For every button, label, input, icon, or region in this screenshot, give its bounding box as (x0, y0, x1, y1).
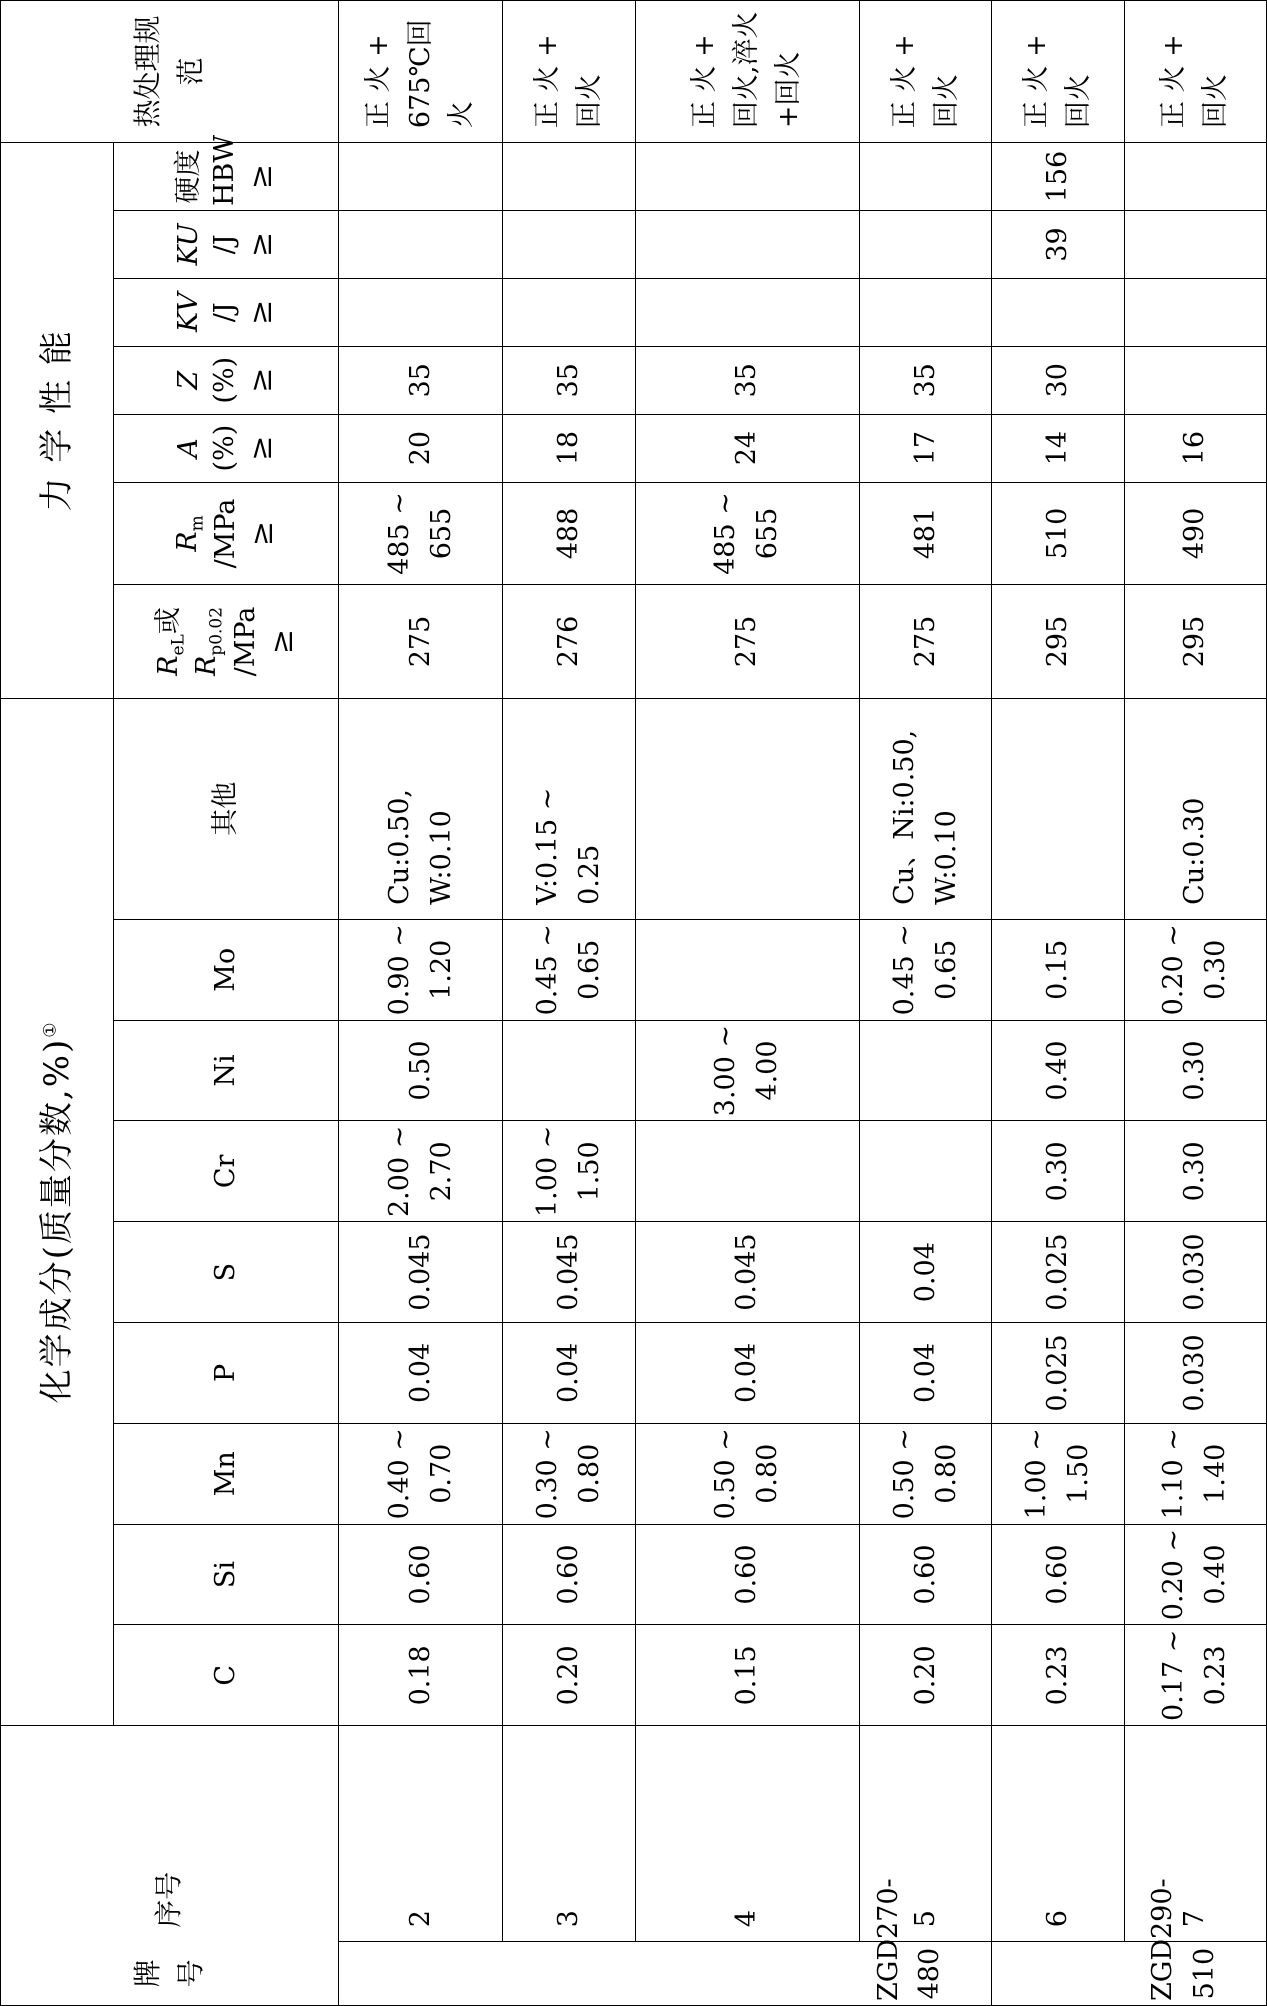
col-ni: Ni (114, 1020, 338, 1121)
cell-si: 0.60 (992, 1524, 1124, 1625)
heat-header: 热处理规范 (1, 1, 339, 143)
cell-ku (635, 211, 859, 279)
cell-c: 0.18 (338, 1625, 503, 1726)
col-mn: Mn (114, 1423, 338, 1524)
cell-s: 0.030 (1124, 1222, 1266, 1323)
cell-c: 0.20 (503, 1625, 635, 1726)
col-ku: KU /J ≥ (114, 211, 338, 279)
seq-cell: 7 (1124, 1726, 1266, 1942)
cell-p: 0.04 (338, 1323, 503, 1424)
cell-si: 0.60 (859, 1524, 991, 1625)
cell-z (1124, 346, 1266, 414)
cell-c: 0.17 ~ 0.23 (1124, 1625, 1266, 1726)
cell-kv (338, 278, 503, 346)
cell-hbw (503, 143, 635, 211)
cell-c: 0.23 (992, 1625, 1124, 1726)
cell-rm: 510 (992, 482, 1124, 585)
cell-p: 0.025 (992, 1323, 1124, 1424)
cell-kv (992, 278, 1124, 346)
cell-ku (859, 211, 991, 279)
grade-cell: ZGD290-510 (992, 1942, 1267, 2006)
table-row (1124, 1, 1266, 2006)
col-s: S (114, 1222, 338, 1323)
cell-other: Cu、Ni:0.50, W:0.10 (859, 698, 991, 919)
cell-si: 0.20 ~ 0.40 (1124, 1524, 1266, 1625)
cell-mn: 0.50 ~ 0.80 (859, 1423, 991, 1524)
cell-si: 0.60 (503, 1524, 635, 1625)
cell-hbw (859, 143, 991, 211)
col-a: A (%) ≥ (114, 414, 338, 482)
cell-rm: 485 ~ 655 (338, 482, 503, 585)
cell-mn: 1.00 ~ 1.50 (992, 1423, 1124, 1524)
cell-rel: 275 (859, 585, 991, 698)
cell-p: 0.04 (635, 1323, 859, 1424)
cell-mo: 0.45 ~ 0.65 (859, 919, 991, 1020)
cell-z: 35 (635, 346, 859, 414)
cell-cr: 0.30 (992, 1121, 1124, 1222)
table-row (635, 1, 859, 2006)
grade-header: 牌 号 (1, 1942, 339, 2006)
cell-s: 0.045 (635, 1222, 859, 1323)
cell-other (635, 698, 859, 919)
cell-cr: 2.00 ~ 2.70 (338, 1121, 503, 1222)
col-z: Z (%) ≥ (114, 346, 338, 414)
col-hbw: 硬度 HBW ≥ (114, 143, 338, 211)
table-row (859, 1, 991, 2006)
cell-heat: 正 火 + 675℃回火 (338, 1, 503, 143)
seq-cell: 4 (635, 1726, 859, 1942)
cell-heat: 正 火 + 回火 (859, 1, 991, 143)
cell-p: 0.04 (859, 1323, 991, 1424)
cell-mo: 0.15 (992, 919, 1124, 1020)
col-other: 其他 (114, 698, 338, 919)
col-cr: Cr (114, 1121, 338, 1222)
seq-header: 序号 (1, 1726, 339, 1942)
col-kv: KV /J ≥ (114, 278, 338, 346)
table-row (338, 1, 503, 2006)
cell-hbw: 156 (992, 143, 1124, 211)
cell-heat: 正 火 + 回火 (992, 1, 1124, 143)
cell-ku: 39 (992, 211, 1124, 279)
cell-rel: 275 (635, 585, 859, 698)
cell-mn: 0.50 ~ 0.80 (635, 1423, 859, 1524)
cell-si: 0.60 (338, 1524, 503, 1625)
cell-kv (859, 278, 991, 346)
cell-mo: 0.45 ~ 0.65 (503, 919, 635, 1020)
cell-ni (503, 1020, 635, 1121)
cell-s: 0.045 (503, 1222, 635, 1323)
cell-kv (635, 278, 859, 346)
col-mo: Mo (114, 919, 338, 1020)
grade-cell: ZGD270-480 (338, 1942, 991, 2006)
cell-a: 17 (859, 414, 991, 482)
cell-other: Cu:0.30 (1124, 698, 1266, 919)
seq-cell: 6 (992, 1726, 1124, 1942)
cell-heat: 正 火 + 回火,淬火 +回火 (635, 1, 859, 143)
cell-c: 0.15 (635, 1625, 859, 1726)
cell-ni: 0.30 (1124, 1020, 1266, 1121)
cell-cr: 0.30 (1124, 1121, 1266, 1222)
col-rel: $R_{eL}$或 $R_{p0.02}$ /MPa ≥ (114, 585, 338, 698)
seq-cell: 5 (859, 1726, 991, 1942)
cell-a: 24 (635, 414, 859, 482)
cell-ku (1124, 211, 1266, 279)
cell-other: V:0.15 ~ 0.25 (503, 698, 635, 919)
cell-cr (859, 1121, 991, 1222)
cell-kv (503, 278, 635, 346)
table-row (503, 1, 635, 2006)
cell-other (992, 698, 1124, 919)
mech-group-header: 力 学 性 能 (1, 143, 114, 698)
col-p: P (114, 1323, 338, 1424)
cell-a: 14 (992, 414, 1124, 482)
cell-rel: 275 (338, 585, 503, 698)
cell-other: Cu:0.50, W:0.10 (338, 698, 503, 919)
cell-c: 0.20 (859, 1625, 991, 1726)
col-rm: $R_m$ /MPa ≥ (114, 482, 338, 585)
cell-p: 0.030 (1124, 1323, 1266, 1424)
cell-mn: 0.40 ~ 0.70 (338, 1423, 503, 1524)
cell-rel: 295 (1124, 585, 1266, 698)
cell-z: 30 (992, 346, 1124, 414)
cell-heat: 正 火 + 回火 (503, 1, 635, 143)
cell-z: 35 (503, 346, 635, 414)
table-row (992, 1, 1124, 2006)
seq-cell: 2 (338, 1726, 503, 1942)
cell-rm: 488 (503, 482, 635, 585)
cell-ni: 3.00 ~ 4.00 (635, 1020, 859, 1121)
cell-a: 18 (503, 414, 635, 482)
cell-mo: 0.90 ~ 1.20 (338, 919, 503, 1020)
cell-a: 20 (338, 414, 503, 482)
cell-hbw (1124, 143, 1266, 211)
cell-mo: 0.20 ~ 0.30 (1124, 919, 1266, 1020)
cell-rm: 481 (859, 482, 991, 585)
cell-ni: 0.40 (992, 1020, 1124, 1121)
col-si: Si (114, 1524, 338, 1625)
cell-cr: 1.00 ~ 1.50 (503, 1121, 635, 1222)
cell-p: 0.04 (503, 1323, 635, 1424)
seq-cell: 3 (503, 1726, 635, 1942)
cell-rel: 295 (992, 585, 1124, 698)
cell-ku (338, 211, 503, 279)
cell-rel: 276 (503, 585, 635, 698)
cell-hbw (635, 143, 859, 211)
cell-ku (503, 211, 635, 279)
cell-hbw (338, 143, 503, 211)
cell-z: 35 (859, 346, 991, 414)
cell-rm: 490 (1124, 482, 1266, 585)
cell-kv (1124, 278, 1266, 346)
chem-group-header: 化学成分(质量分数,%)① (1, 698, 114, 1726)
cell-mn: 1.10 ~ 1.40 (1124, 1423, 1266, 1524)
cell-heat: 正 火 + 回火 (1124, 1, 1266, 143)
cell-s: 0.025 (992, 1222, 1124, 1323)
cell-s: 0.045 (338, 1222, 503, 1323)
cell-ni: 0.50 (338, 1020, 503, 1121)
col-c: C (114, 1625, 338, 1726)
cell-cr (635, 1121, 859, 1222)
cell-si: 0.60 (635, 1524, 859, 1625)
cell-mo (635, 919, 859, 1020)
cell-ni (859, 1020, 991, 1121)
cell-mn: 0.30 ~ 0.80 (503, 1423, 635, 1524)
cell-z: 35 (338, 346, 503, 414)
cell-s: 0.04 (859, 1222, 991, 1323)
cell-a: 16 (1124, 414, 1266, 482)
cell-rm: 485 ~ 655 (635, 482, 859, 585)
